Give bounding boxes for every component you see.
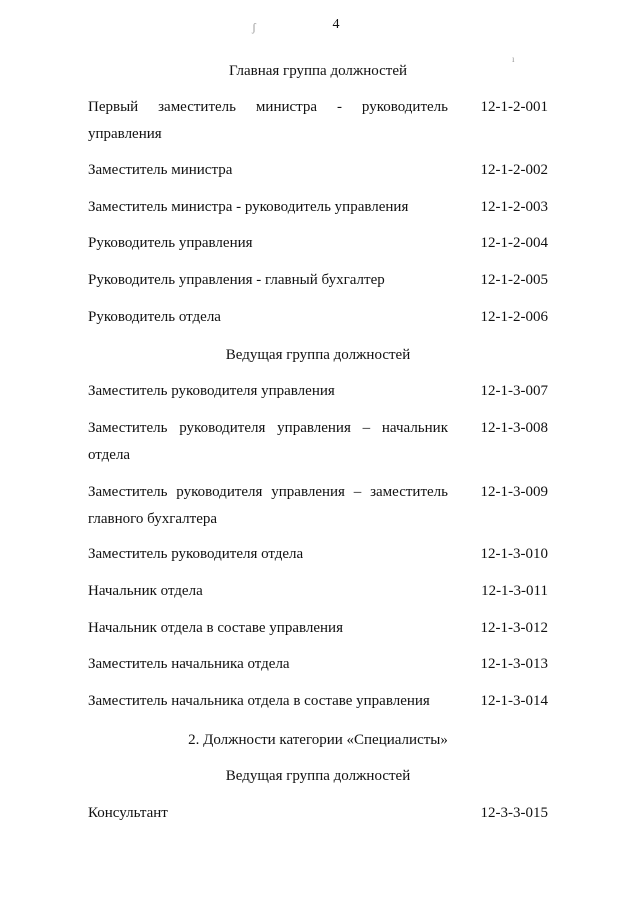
- position-row: [88, 94, 548, 148]
- position-title: Заместитель министра - руководитель управления: [88, 199, 409, 215]
- position-title: Заместитель начальника отдела: [88, 656, 290, 672]
- position-code: 12-3-3-015: [480, 805, 548, 821]
- scan-mark: ı: [512, 54, 515, 64]
- section-heading-leading-group: Ведущая группа должностей: [225, 347, 411, 363]
- position-code: 12-1-3-007: [480, 383, 548, 399]
- position-code: 12-1-2-005: [480, 272, 548, 288]
- position-code: 12-1-3-013: [480, 656, 548, 672]
- position-title: Начальник отдела в составе управления: [88, 620, 343, 636]
- position-title: Заместитель руководителя управления – заместитель главного бухгалтера: [88, 484, 448, 527]
- position-title: Начальник отдела: [88, 583, 203, 599]
- position-code: 12-1-2-004: [480, 235, 548, 251]
- position-title: Консультант: [88, 805, 168, 821]
- scan-mark: ʃ: [252, 20, 256, 34]
- position-title: Заместитель руководителя отдела: [88, 546, 304, 562]
- position-title: Заместитель начальника отдела в составе управления: [88, 693, 430, 709]
- position-title: Руководитель отдела: [88, 309, 221, 325]
- position-code: 12-1-2-006: [480, 309, 548, 325]
- position-title: Заместитель руководителя управления – начальник отдела: [88, 420, 448, 463]
- position-title: Руководитель управления - главный бухгалтер: [88, 272, 385, 288]
- page-number: 4: [332, 17, 340, 32]
- position-title: Руководитель управления: [88, 235, 253, 251]
- position-code: 12-1-3-009: [480, 484, 548, 500]
- position-title: Заместитель министра: [88, 162, 233, 178]
- position-code: 12-1-2-001: [480, 99, 548, 115]
- position-title: Первый заместитель министра - руководитель управления: [88, 99, 448, 142]
- section-heading-main-group: Главная группа должностей: [228, 63, 408, 79]
- position-code: 12-1-2-002: [480, 162, 548, 178]
- position-code: 12-1-3-008: [480, 420, 548, 436]
- position-code: 12-1-3-010: [480, 546, 548, 562]
- position-code: 12-1-3-012: [480, 620, 548, 636]
- position-code: 12-1-2-003: [480, 199, 548, 215]
- position-row: [88, 479, 548, 533]
- position-title: Заместитель руководителя управления: [88, 383, 335, 399]
- section-heading-leading-group-specialists: Ведущая группа должностей: [225, 768, 411, 784]
- position-code: 12-1-3-011: [481, 583, 548, 599]
- position-row: [88, 415, 548, 469]
- position-code: 12-1-3-014: [480, 693, 548, 709]
- category-heading-specialists: 2. Должности категории «Специалисты»: [188, 732, 448, 748]
